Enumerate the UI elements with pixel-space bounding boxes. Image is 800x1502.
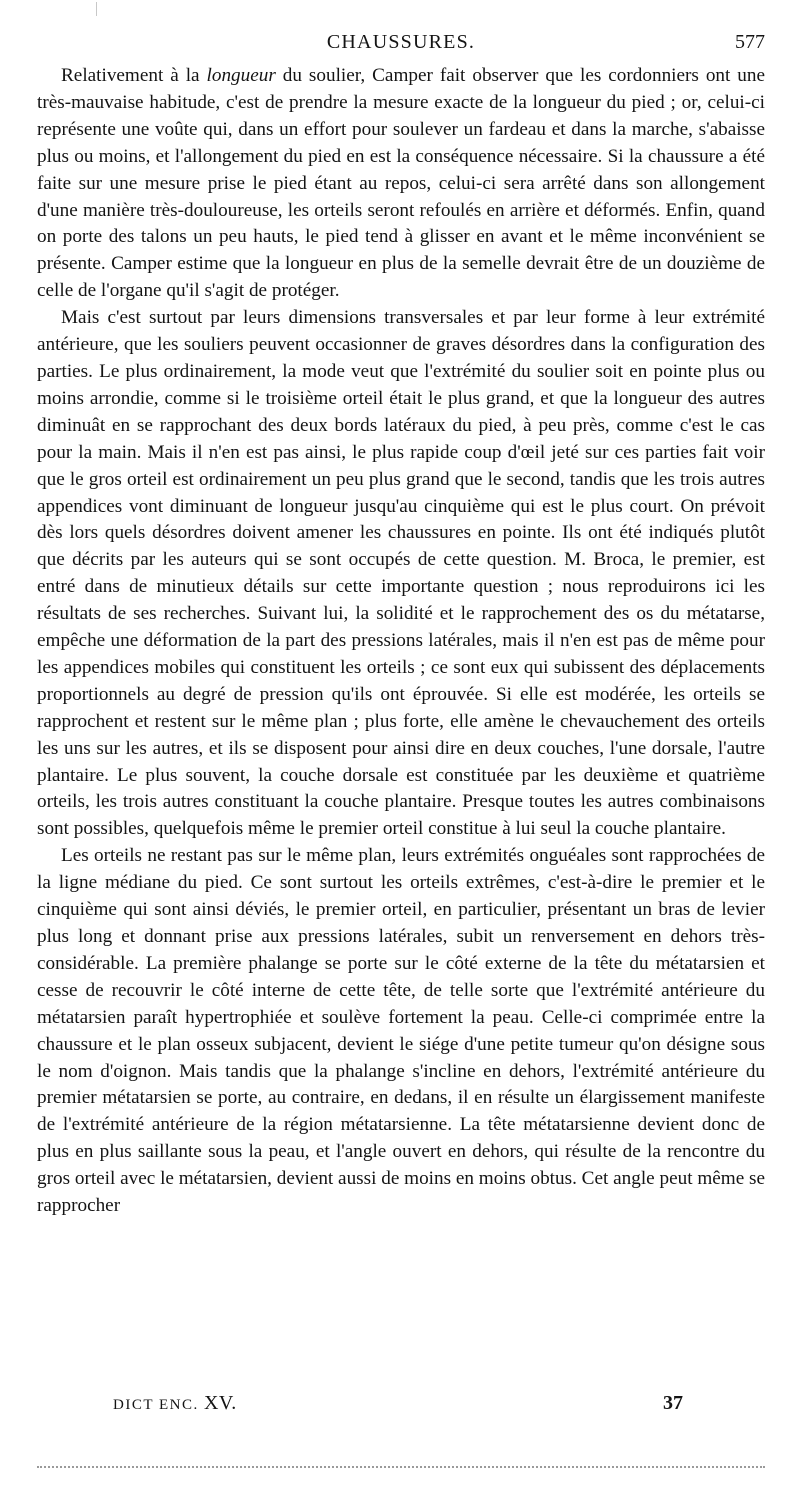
article-body (37, 63, 765, 1220)
page-footer (113, 1390, 683, 1416)
paragraph-3: Les orteils ne restant pas sur le même plan, leurs extrémités onguéales sont rapprochées de la ligne médiane du pied. Ce sont surtout les orteils extrêmes, c'est-à-dire le premier et le cinquième qui sont ainsi déviés, le premier orteil, en particulier, présentant un bras de levier plus long et donnant prise aux pressions latérales, subit un renversement en dehors très-considérable. La première phalange se porte sur le côté externe de la tête du métatarsien et cesse de recouvrir le côté interne de cette tête, de telle sorte que l'extrémité antérieure du métatarsien paraît hypertrophiée et soulève fortement la peau. Celle-ci comprimée entre la chaussure et le plan osseux subjacent, devient le siége d'une petite tumeur qu'on désigne sous le nom d'oignon. Mais tandis que la phalange s'incline en dehors, l'extrémité antérieure du premier métatarsien se porte, au contraire, en dedans, il en résulte un élargissement manifeste de l'extrémité antérieure de la région métatarsienne. La tête métatarsienne devient donc de plus en plus saillante sous la peau, et l'angle ouvert en dehors, qui résulte de la rencontre du gros orteil avec le métatarsien, devient aussi de moins en moins obtus. Cet angle peut même se rapprocher (37, 845, 765, 1217)
running-title: CHAUSSURES. (326, 31, 476, 53)
dotted-rule (37, 1466, 765, 1468)
margin-mark (96, 2, 97, 16)
emphasis-longueur: longueur (206, 65, 276, 86)
printer-signature (113, 1390, 237, 1418)
paragraph-1-lead: Relativement à la (61, 65, 207, 86)
running-header (37, 27, 765, 57)
volume-number: XV. (203, 1392, 237, 1414)
signature-abbrev: DICT ENC. (113, 1397, 199, 1413)
paragraph-1-rest: du soulier, Camper fait observer que les cordonniers ont une très-mauvaise habitude, c'est de prendre la mesure exacte de la longueur du pied ; or, celui-ci représente une voûte qui, dans un effort pour soulever un fardeau et dans la marche, s'abaisse plus ou moins, et l'allongement du pied en est la conséquence nécessaire. Si la chaussure a été faite sur une mesure prise le pied étant au repos, celui-ci sera arrêté dans son allongement d'une manière très-douloureuse, les orteils seront refoulés en arrière et déformés. Enfin, quand on porte des talons un peu hauts, le pied tend à glisser en avant et le même inconvénient se présente. Camper estime que la longueur en plus de la semelle devrait être de un douzième de celle de l'organe qu'il s'agit de protéger. (37, 65, 765, 302)
sheet-number: 37 (663, 1392, 683, 1414)
paragraph-2: Mais c'est surtout par leurs dimensions transversales et par leur forme à leur extrémité antérieure, que les souliers peuvent occasionner de graves désordres dans la configuration des parties. Le plus ordinairement, la mode veut que l'extrémité du soulier soit en pointe plus ou moins arrondie, comme si le troisième orteil était le plus grand, et que la longueur des autres diminuât en se rapprochant des deux bords latéraux du pied, à peu près, comme c'est le cas pour la main. Mais il n'en est pas ainsi, le plus rapide coup d'œil jeté sur ces parties fait voir que le gros orteil est ordinairement un peu plus grand que le second, tandis que les trois autres appendices vont diminuant de longueur jusqu'au cinquième qui est le plus court. On prévoit dès lors quels désordres doivent amener les chaussures en pointe. Ils ont été indiqués plutôt que décrits par les auteurs qui se sont occupés de cette question. M. Broca, le premier, est entré dans de minutieux détails sur cette importante question ; nous reproduirons ici les résultats de ses recherches. Suivant lui, la solidité et le rapprochement des os du métatarse, empêche une déformation de la part des pressions latérales, mais il n'en est pas de même pour les appendices mobiles qui constituent les orteils ; ce sont eux qui subissent des déplacements proportionnels au degré de pression qu'ils ont éprouvée. Si elle est modérée, les orteils se rapprochent et restent sur le même plan ; plus forte, elle amène le chevauchement des orteils les uns sur les autres, et ils se disposent pour ainsi dire en deux couches, l'une dorsale, l'autre plantaire. Le plus souvent, la couche dorsale est constituée par les deuxième et quatrième orteils, les trois autres constituant la couche plantaire. Presque toutes les autres combinaisons sont possibles, quelquefois même le premier orteil constitue à lui seul la couche plantaire. (37, 307, 765, 840)
page-number: 577 (735, 31, 765, 53)
paragraph-1 (37, 63, 765, 305)
